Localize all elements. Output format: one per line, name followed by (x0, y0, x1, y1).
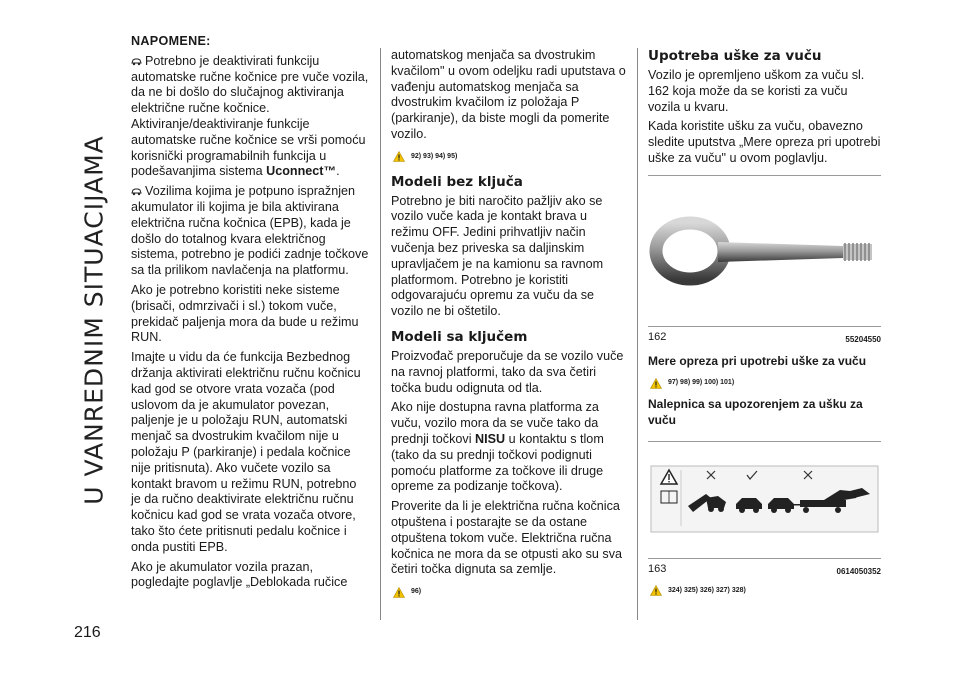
column-3 (648, 48, 881, 604)
figure-162-footer (648, 330, 881, 348)
warning-label-image (648, 442, 881, 558)
figure-number: 162 (648, 330, 667, 343)
paragraph: automatskog menjača sa dvostrukim kvačilom" u ovom odeljku radi uputstava o vađenju automatskog menjača sa dvostrukim kvačilom iz položaja P (parkiranje), da biste mogli da pomerite vozilo. (391, 48, 626, 141)
paragraph: Imajte u vidu da će funkcija Bezbednog držanja aktivirati električnu ručnu kočnicu kad god se otvore vrata vozača (pod uslovom da je akumulator povezan, paljenje je u položaju RUN, automatski menjač sa dvostrukim kvačilom nije u položaju P (parkiranje) i pedala kočnice nije pritisnuta). Ako vučete vozilo sa kontakt bravom u režimu RUN, potrebno je da ručno deaktivirate električnu ručnu kočnicu kad god se vrata vozača otvore, tako što ćete pritisnuti pedalu kočnice i onda pustiti EPB. (131, 350, 361, 554)
figure-163-footer (648, 562, 881, 580)
paragraph: Potrebno je biti naročito pažljiv ako se vozilo vuče kada je kontakt brava u režimu OFF. Jedini prihvatljiv način vučenja bez priveska sa daljinskim upravljačem je na kamionu sa ravnom platformom. Potrebno je koristiti odgovarajuću opremu za vuču da se vozilo ne bi oštetilo. (391, 193, 604, 319)
figure-code: 55204550 (845, 334, 881, 344)
text-part: Ako nije dostupna ravna platforma za vuču, vozilo mora da se vuče tako da prednji točkovi (391, 400, 599, 446)
warning-refs-text: 324) 325) 326) 327) 328) (668, 586, 746, 594)
warning-icon (393, 587, 405, 598)
warning-refs (650, 375, 881, 391)
text-part: u kontaktu s tlom (tako da su prednji točkovi podignuti pomoću platforme za točkove ili druge opreme za podizanje točkova). (391, 431, 604, 494)
paragraph: Proizvođač preporučuje da se vozilo vuče na ravnoj platformi, tako da sva četiri točka budu odignuta od tla. (391, 348, 624, 395)
column-2 (391, 48, 627, 606)
paragraph: Ako je akumulator vozila prazan, pogledajte poglavlje „Deblokada ručice (131, 559, 348, 590)
page-number: 216 (74, 624, 101, 641)
warning-refs (650, 583, 881, 599)
note-2 (131, 184, 369, 279)
figure-code: 0614050352 (836, 566, 881, 576)
figure-162 (648, 175, 881, 348)
paragraph: Kada koristite ušku za vuču, obavezno sledite uputstva „Mere opreza pri upotrebi uške za vuču" u ovom poglavlju. (648, 119, 881, 165)
paragraph: Vozilo je opremljeno uškom za vuču sl. 162 koja može da se koristi za vuču vozila u kvaru. (648, 68, 865, 114)
warning-refs-text: 96) (411, 588, 422, 596)
chapter-title: U VANREDNIM SITUACIJAMA (79, 135, 109, 505)
heading-no-key: Modeli bez ključa (391, 173, 523, 190)
figure-162-frame (648, 175, 881, 327)
note-1 (131, 54, 369, 180)
note-1-end: . (336, 164, 340, 179)
note-1-text: Potrebno je deaktivirati funkciju automatske ručne kočnice pre vuče vozila, da ne bi došlo do slučajnog aktiviranja električne ručne kočnice. Aktiviranje/deaktiviranje funkcije automatske ručne kočnice se vrši pomoću korisnički programabilnih funkcija u podešavanjima sistema (131, 53, 369, 179)
warning-refs-text: 92) 93) 94) 95) (411, 152, 458, 160)
warning-refs-text: 97) 98) 99) 100) 101) (668, 379, 735, 387)
caption-label: Nalepnica sa upozorenjem za ušku za vuču (648, 397, 863, 427)
warning-refs (393, 149, 627, 165)
warning-refs (393, 584, 627, 600)
paragraph (391, 400, 627, 495)
tow-eye-image (648, 176, 881, 326)
heading-tow-eye: Upotreba uške za vuču (648, 48, 822, 64)
paragraph: Proverite da li je električna ručna kočnica otpuštena i postarajte se da ostane otpuštena tokom vuče. Električna ručna kočnica ne mora da se otpusti ako su sva četiri točka dignuta sa zemlje. (391, 499, 623, 577)
figure-number: 163 (648, 562, 667, 575)
car-icon (131, 57, 142, 66)
warning-icon (650, 378, 662, 389)
column-divider (380, 48, 381, 620)
caption-precautions: Mere opreza pri upotrebi uške za vuču (648, 353, 867, 368)
uconnect-label: Uconnect™ (266, 164, 337, 179)
column-divider (637, 48, 638, 620)
warning-icon (393, 151, 405, 162)
notes-heading: NAPOMENE: (131, 34, 211, 48)
sidebar (78, 40, 110, 600)
heading-with-key: Modeli sa ključem (391, 328, 528, 345)
paragraph: Ako je potrebno koristiti neke sisteme (brisači, odmrzivači i sl.) tokom vuče, prekidač paljenja mora da bude u režimu RUN. (131, 282, 359, 345)
emphasis: NISU (475, 431, 506, 446)
column-1 (131, 34, 369, 595)
warning-icon (650, 585, 662, 596)
car-icon (131, 187, 142, 196)
figure-163 (648, 441, 881, 580)
figure-163-frame (648, 441, 881, 559)
note-2-text: Vozilima kojima je potpuno ispražnjen akumulator ili kojima je bila aktivirana električna ručna kočnica (EPB), kada je došlo do totalnog kvara električnog sistema, potrebno je podići zadnje točkove sa tla prilikom navlačenja na platformu. (131, 184, 369, 278)
